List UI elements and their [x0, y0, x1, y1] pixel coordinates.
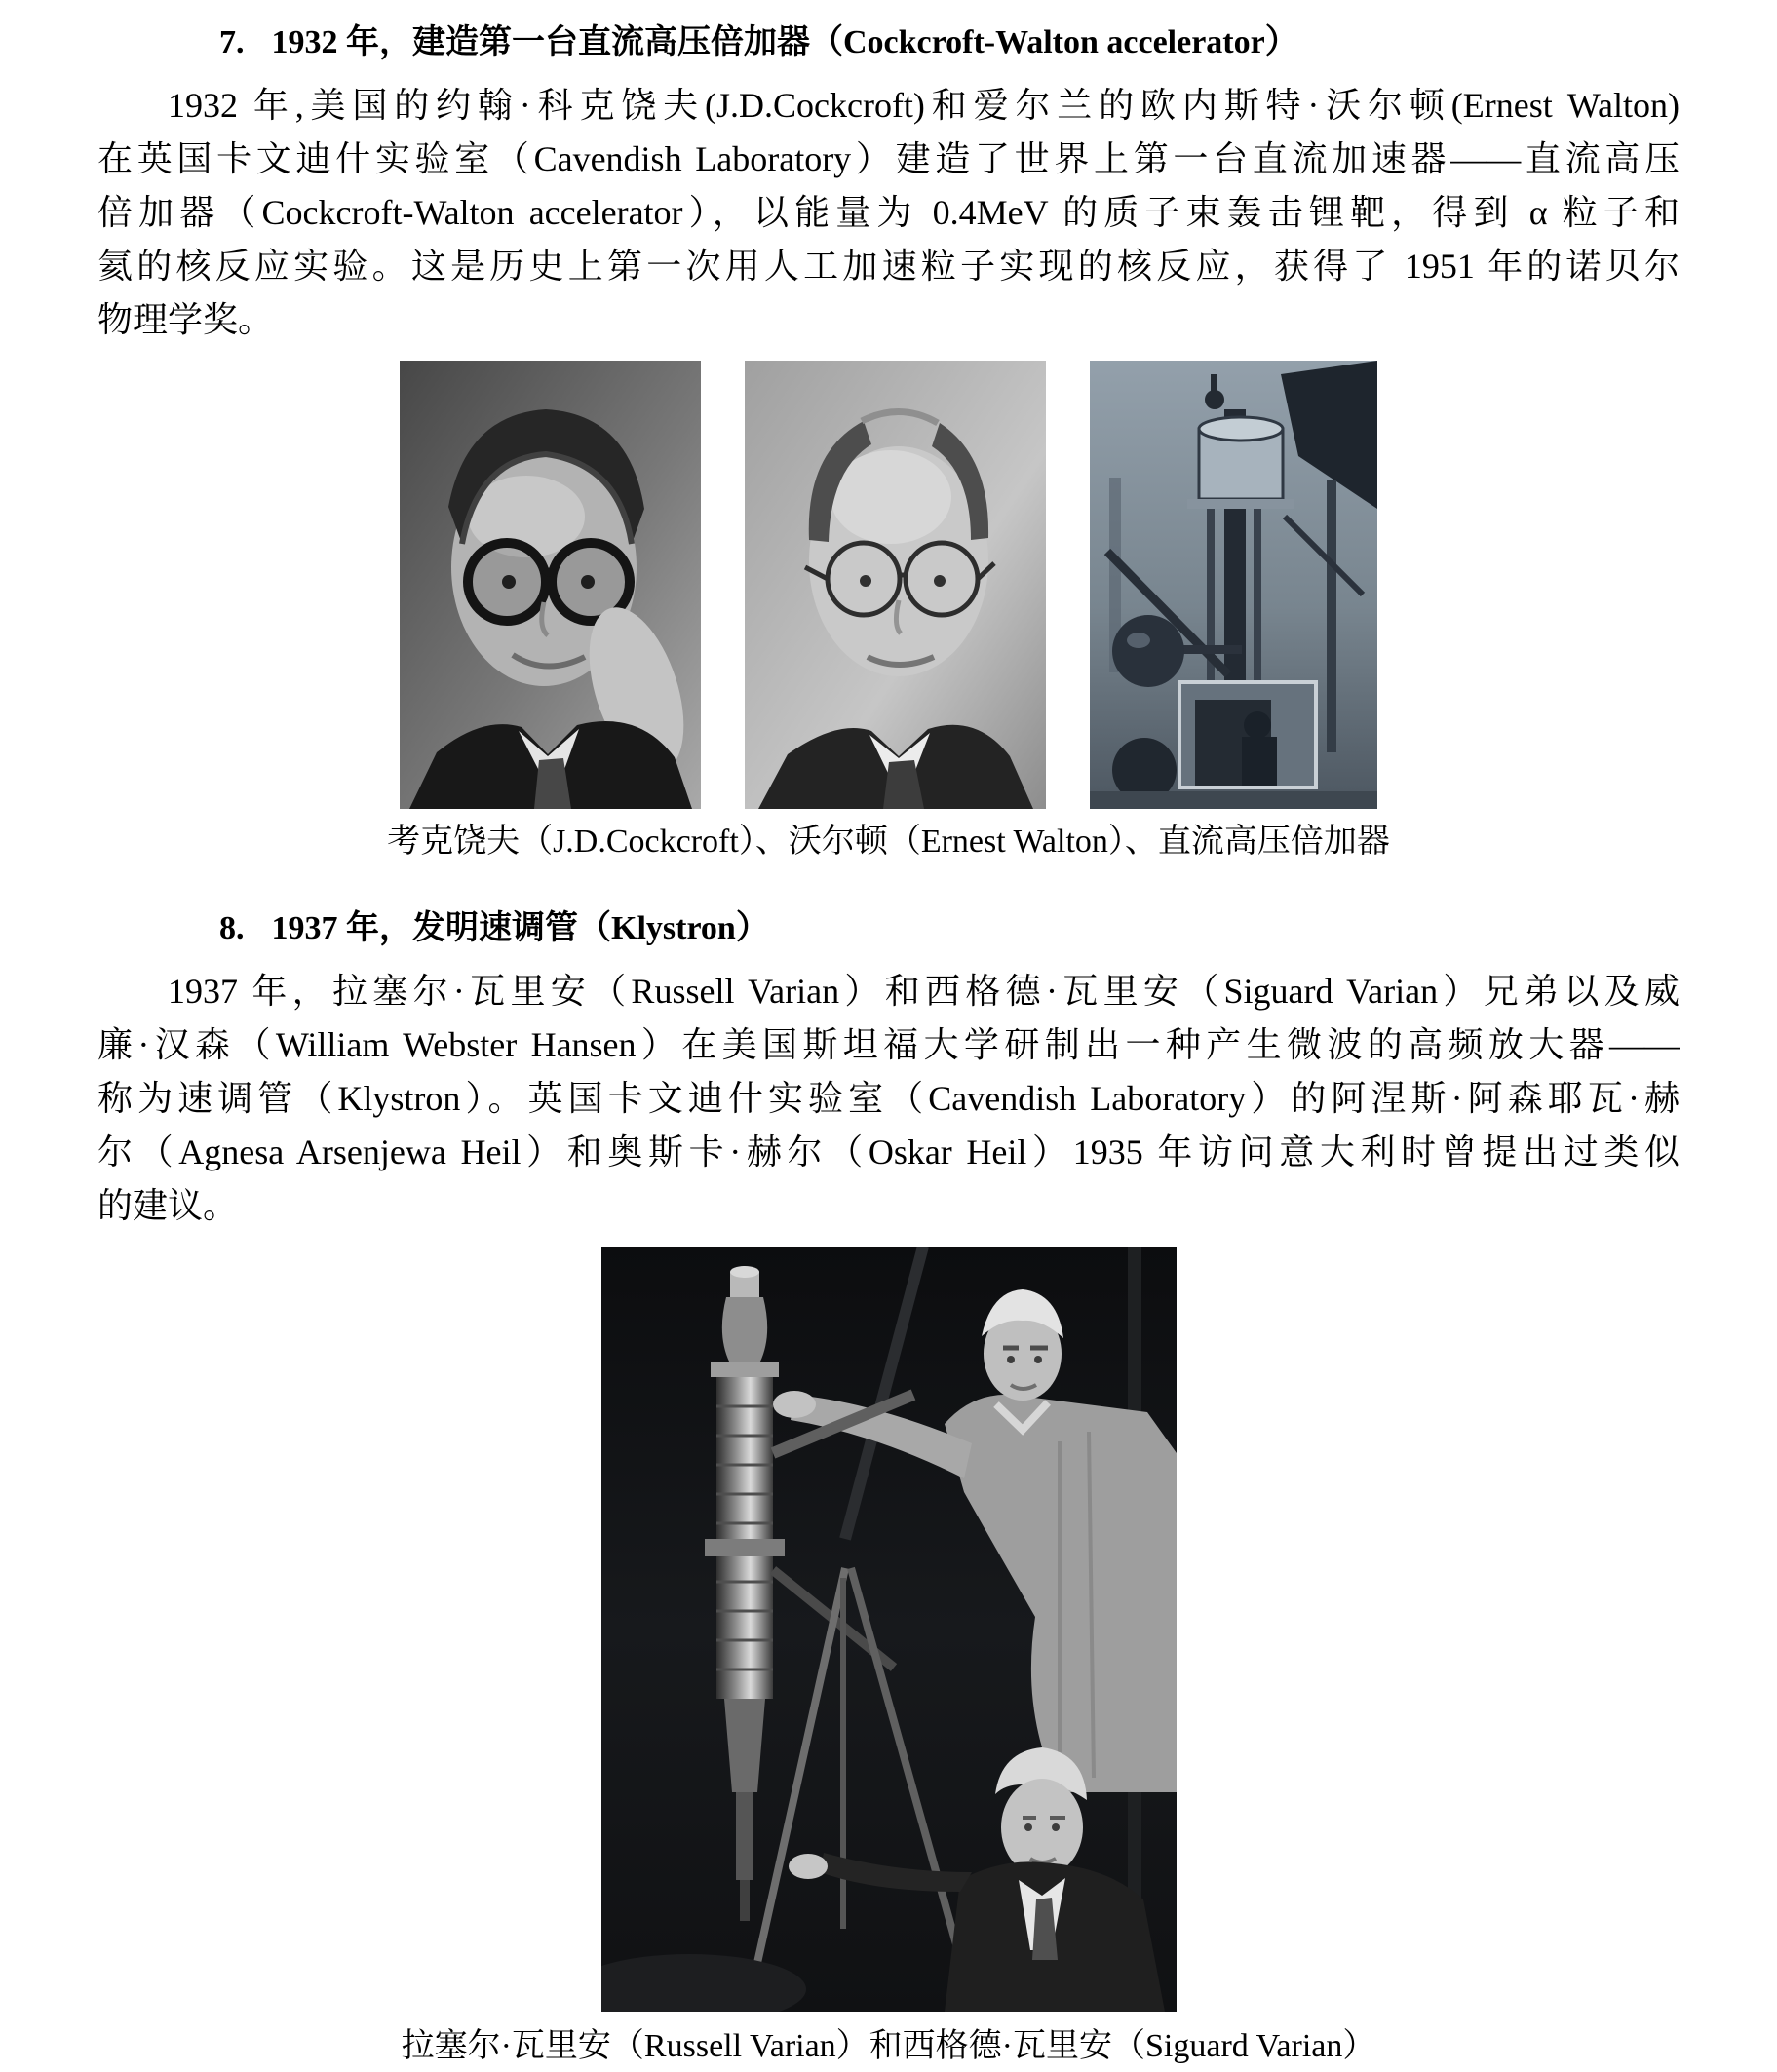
section-8-paragraph	[97, 965, 1680, 1233]
paragraph-line: 的建议。	[97, 1186, 239, 1225]
photo-row-caption: 考克饶夫（J.D.Cockcroft）、沃尔顿（Ernest Walton）、直流高压倍加器	[387, 824, 1390, 860]
accelerator-photo	[1090, 361, 1377, 809]
section-7-number: 7.	[219, 24, 245, 60]
paragraph-line: 在英国卡文迪什实验室（Cavendish Laboratory）建造了世界上第一台直流加速器——直流高压	[97, 139, 1680, 178]
section-8-title: 1937 年，发明速调管（Klystron）	[271, 910, 769, 946]
varian-brothers-klystron-photo	[601, 1247, 1177, 2012]
section-7-heading	[219, 16, 1680, 69]
photo-row-cockcroft-walton	[97, 361, 1680, 809]
paragraph-line: 称为速调管（Klystron）。英国卡文迪什实验室（Cavendish Laboratory）的阿涅斯·阿森耶瓦·赫	[97, 1079, 1680, 1118]
cockcroft-portrait-photo	[400, 361, 701, 809]
section-7-title: 1932 年，建造第一台直流高压倍加器（Cockcroft-Walton accelerator）	[271, 24, 1298, 60]
photo-row-varian	[97, 1247, 1680, 2012]
walton-portrait-photo	[745, 361, 1046, 809]
paragraph-line: 倍加器（Cockcroft-Walton accelerator），以能量为 0.4MeV 的质子束轰击锂靶，得到 α 粒子和	[97, 193, 1680, 232]
paragraph-line: 1932 年,美国的约翰·科克饶夫(J.D.Cockcroft)和爱尔兰的欧内斯特·沃尔顿(Ernest Walton)	[168, 86, 1680, 125]
document-content	[0, 16, 1777, 2072]
paragraph-line: 廉·汉森（William Webster Hansen）在美国斯坦福大学研制出一种产生微波的高频放大器——	[97, 1025, 1680, 1064]
paragraph-line: 尔（Agnesa Arsenjewa Heil）和奥斯卡·赫尔（Oskar Heil）1935 年访问意大利时曾提出过类似	[97, 1132, 1680, 1171]
varian-photo-caption: 拉塞尔·瓦里安（Russell Varian）和西格德·瓦里安（Siguard Varian）	[401, 2028, 1376, 2064]
section-8-heading	[219, 902, 1680, 955]
paragraph-line: 1937 年，拉塞尔·瓦里安（Russell Varian）和西格德·瓦里安（Siguard Varian）兄弟以及威	[168, 972, 1680, 1011]
section-8-number: 8.	[219, 910, 245, 946]
paragraph-line: 氦的核反应实验。这是历史上第一次用人工加速粒子实现的核反应，获得了 1951 年的诺贝尔	[97, 247, 1680, 286]
paragraph-line: 物理学奖。	[97, 300, 274, 339]
section-7-paragraph	[97, 79, 1680, 347]
